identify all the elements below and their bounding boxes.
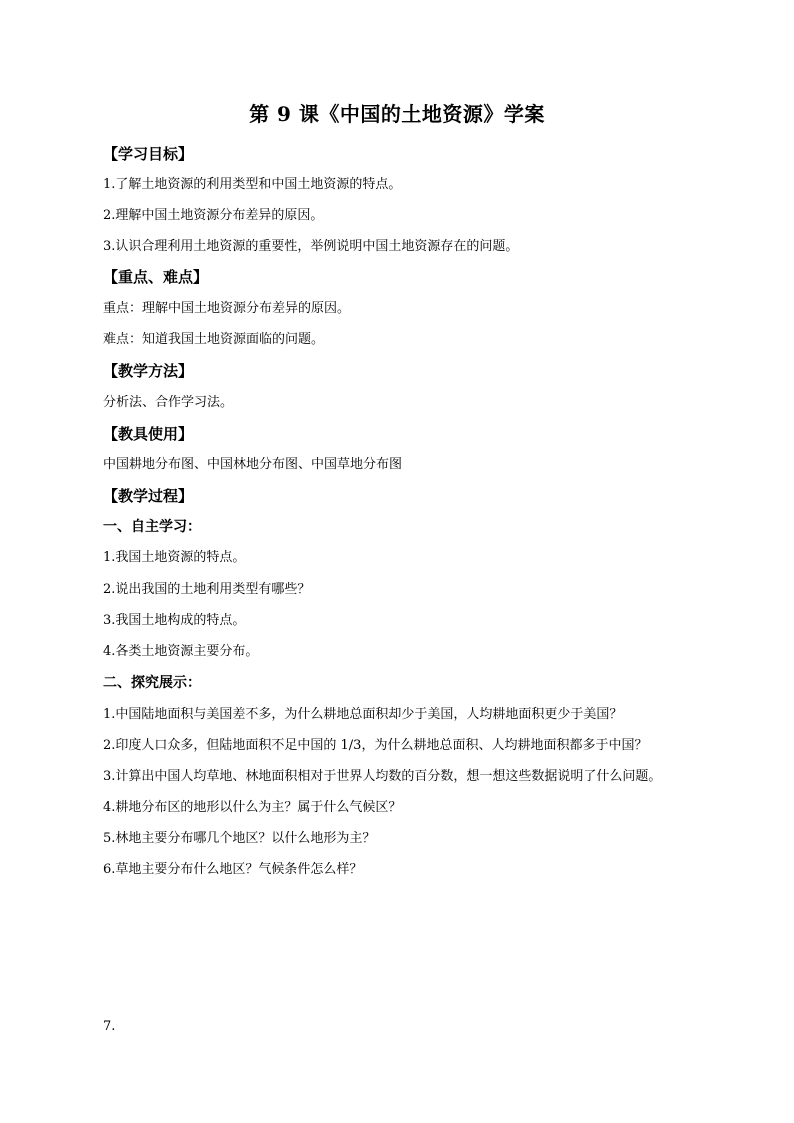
methods-text: 分析法、合作学习法。 — [103, 395, 234, 410]
part2-item-4: 4.耕地分布区的地形以什么为主？属于什么气候区？ — [103, 800, 402, 815]
part2-item-6: 6.草地主要分布什么地区？气候条件怎么样？ — [103, 862, 363, 877]
part1-item-1: 1.我国土地资源的特点。 — [103, 550, 246, 565]
part2-item-2: 2.印度人口众多，但陆地面积不足中国的 1/3，为什么耕地总面积、人均耕地面积都多于中国？ — [103, 738, 648, 753]
page-number: 7. — [103, 1019, 116, 1034]
keypoints-heading: 【重点、难点】 — [103, 268, 209, 286]
page-title: 第 9 课《中国的土地资源》学案 — [249, 102, 545, 126]
tools-text: 中国耕地分布图、中国林地分布图、中国草地分布图 — [103, 457, 403, 472]
objectives-heading: 【学习目标】 — [103, 145, 194, 163]
tools-heading: 【教具使用】 — [103, 425, 194, 443]
keypoint-item-1: 重点：理解中国土地资源分布差异的原因。 — [103, 301, 351, 316]
part2-item-3: 3.计算出中国人均草地、林地面积相对于世界人均数的百分数，想一想这些数据说明了什么问题。 — [103, 769, 662, 784]
objective-item-3: 3.认识合理利用土地资源的重要性，举例说明中国土地资源存在的问题。 — [103, 239, 519, 254]
methods-heading: 【教学方法】 — [103, 362, 194, 380]
part1-item-3: 3.我国土地构成的特点。 — [103, 613, 246, 628]
part1-item-2: 2.说出我国的土地利用类型有哪些？ — [103, 582, 311, 597]
part2-item-1: 1.中国陆地面积与美国差不多，为什么耕地总面积却少于美国，人均耕地面积更少于美国？ — [103, 707, 623, 722]
part2-heading: 二、探究展示： — [103, 675, 201, 691]
objective-item-1: 1.了解土地资源的利用类型和中国土地资源的特点。 — [103, 177, 402, 192]
part2-item-5: 5.林地主要分布哪几个地区？以什么地形为主？ — [103, 831, 376, 846]
process-heading: 【教学过程】 — [103, 487, 194, 505]
keypoint-item-2: 难点：知道我国土地资源面临的问题。 — [103, 332, 325, 347]
objective-item-2: 2.理解中国土地资源分布差异的原因。 — [103, 208, 324, 223]
part1-item-4: 4.各类土地资源主要分布。 — [103, 644, 259, 659]
part1-heading: 一、自主学习： — [103, 519, 201, 535]
